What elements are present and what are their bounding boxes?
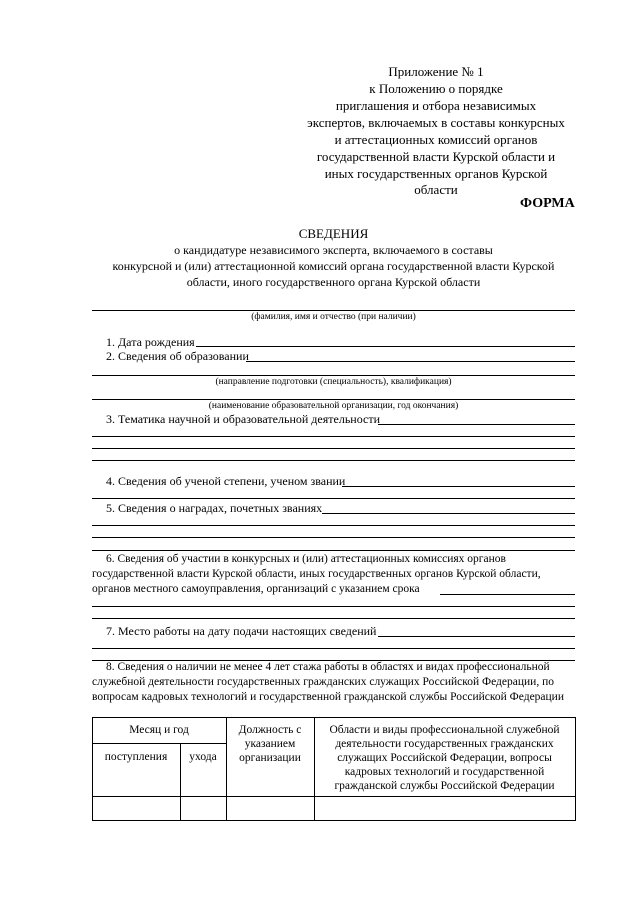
education-line-3[interactable] (92, 399, 575, 400)
table-header-areas (314, 723, 575, 793)
areas-line: Области и виды профессиональной служебной (329, 724, 560, 736)
fio-caption: (фамилия, имя и отчество (при наличии) (251, 312, 416, 322)
header-line: государственной власти Курской области и (316, 149, 556, 164)
header-line: к Положению о порядке (369, 81, 503, 96)
participation-label-line: государственной власти Курской области, иных государственных органов Курской области, (92, 568, 541, 580)
research-line[interactable] (378, 424, 575, 425)
position-line: указанием (244, 738, 296, 750)
header-line: иных государственных органов Курской (324, 166, 548, 181)
position-line: организации (239, 752, 301, 764)
header-line: Приложение № 1 (388, 64, 484, 79)
table-cell-leaving[interactable] (181, 797, 225, 819)
table-row-sep (92, 743, 226, 744)
education-caption-institution: (наименование образовательной организации, год окончания) (208, 401, 459, 411)
birth-date-label: 1. Дата рождения (106, 335, 195, 349)
awards-line-3[interactable] (92, 537, 575, 538)
title-sub-line: о кандидатуре независимого эксперта, включаемого в составы (174, 243, 493, 257)
education-label: 2. Сведения об образовании (106, 349, 249, 363)
title-sub-line: области, иного государственного органа Курской области (186, 275, 481, 289)
workplace-label: 7. Место работы на дату подачи настоящих сведений (106, 624, 377, 638)
title-sub-line: конкурсной и (или) аттестационной комиссий органа государственной власти Курской (112, 259, 555, 273)
table-header-position (226, 723, 314, 765)
table-cell-admission[interactable] (93, 797, 179, 819)
degree-label: 4. Сведения об ученой степени, ученом звании (106, 474, 346, 488)
form-label: ФОРМА (520, 196, 575, 211)
experience-table (92, 717, 575, 820)
participation-label-line: 6. Сведения об участии в конкурсных и (или) аттестационных комиссиях органов (106, 553, 506, 565)
table-cell-areas[interactable] (315, 797, 574, 819)
areas-line: служащих Российской Федерации, вопросы (337, 752, 552, 764)
experience-label-line: вопросам кадровых технологий и государственной гражданской службы Российской Федерации (92, 691, 564, 703)
header-line: и аттестационных комиссий органов (334, 132, 538, 147)
research-label: 3. Тематика научной и образовательной деятельности (106, 412, 381, 426)
participation-line[interactable] (440, 594, 575, 595)
awards-line-2[interactable] (92, 525, 575, 526)
table-header-admission: поступления (104, 751, 168, 763)
document-title: СВЕДЕНИЯ (298, 226, 369, 241)
experience-label-line: 8. Сведения о наличии не менее 4 лет стажа работы в областях и видах профессиональной (106, 661, 550, 673)
position-line: Должность с (238, 724, 302, 736)
table-header-leaving: ухода (189, 751, 217, 763)
education-caption-specialty: (направление подготовки (специальность), квалификация) (215, 377, 452, 387)
education-line[interactable] (246, 361, 575, 362)
table-border (92, 820, 575, 821)
table-border (575, 717, 576, 821)
header-line: экспертов, включаемых в составы конкурсных (307, 115, 565, 130)
areas-line: гражданской службы Российской Федерации (334, 780, 555, 792)
header-line: приглашения и отбора независимых (335, 98, 537, 113)
degree-line[interactable] (342, 486, 575, 487)
experience-label-line: служебной деятельности государственных гражданских служащих Российской Федерации, по (92, 676, 554, 688)
participation-line-3[interactable] (92, 618, 575, 619)
workplace-line[interactable] (378, 636, 575, 637)
participation-label-line: органов местного самоуправления, организаций с указанием срока (92, 583, 420, 595)
degree-line-2[interactable] (92, 498, 575, 499)
table-border (92, 717, 575, 718)
workplace-line-2[interactable] (92, 648, 575, 649)
research-line-2[interactable] (92, 436, 575, 437)
areas-line: кадровых технологий и государственной (344, 766, 545, 778)
research-line-3[interactable] (92, 448, 575, 449)
participation-line-2[interactable] (92, 606, 575, 607)
awards-label: 5. Сведения о наградах, почетных званиях (106, 501, 323, 515)
birth-date-line[interactable] (196, 346, 575, 347)
fio-line[interactable] (92, 310, 575, 311)
areas-line: деятельности государственных гражданских (335, 738, 554, 750)
table-header-month-year: Месяц и год (129, 724, 189, 736)
research-line-4[interactable] (92, 460, 575, 461)
header-line: области (414, 182, 458, 197)
table-cell-position[interactable] (227, 797, 313, 819)
awards-line-4[interactable] (92, 550, 575, 551)
education-line-2[interactable] (92, 375, 575, 376)
awards-line[interactable] (322, 513, 575, 514)
